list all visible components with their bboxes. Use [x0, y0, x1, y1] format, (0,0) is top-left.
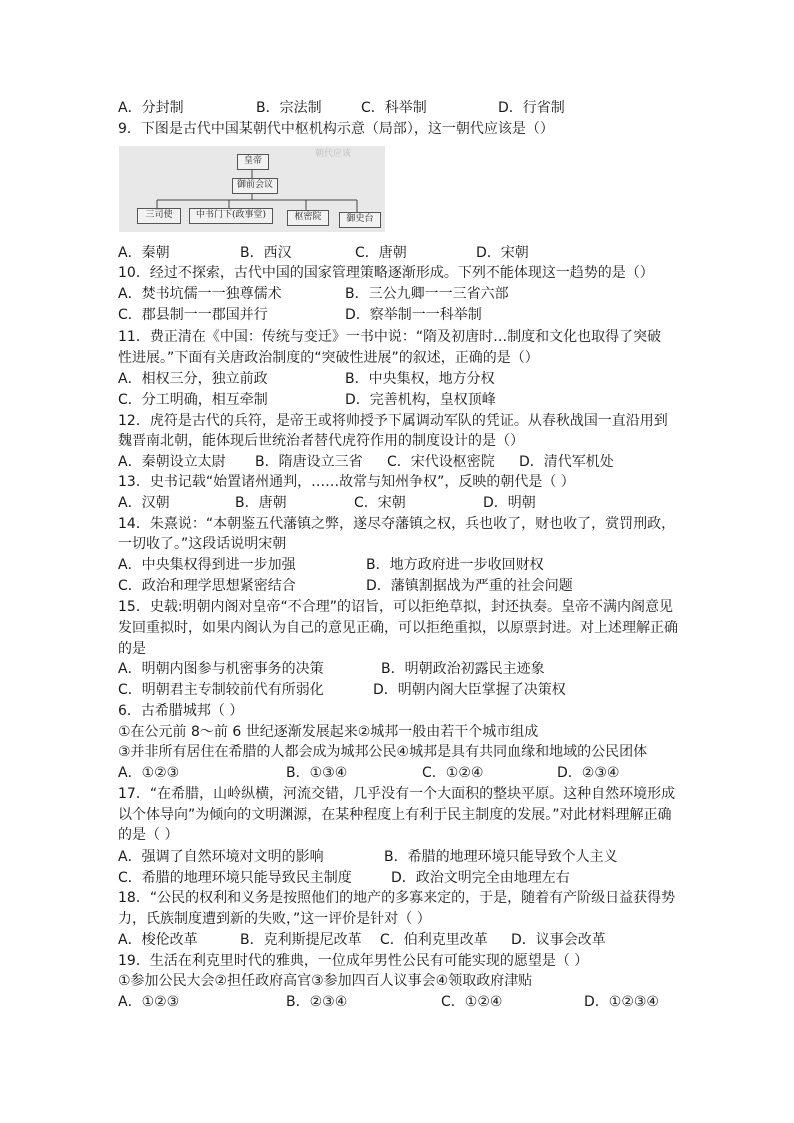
q17-stem-line1: 17．“在希腊，山岭纵横，河流交错，几乎没有一个大面积的整块平原。这种自然环境形成 — [118, 786, 676, 802]
q16-items-line2: ③并非所有居住在希腊的人都会成为城邦公民④城邦是具有共同血缘和地域的公民团体 — [118, 744, 648, 760]
q16-option-d: D．②③④ — [557, 765, 620, 781]
q17-option-b: B．希腊的地理环境只能导致个人主义 — [384, 849, 618, 865]
q13-option-d: D．明朝 — [483, 495, 536, 511]
q12-option-d: D．清代军机处 — [519, 454, 614, 470]
q12-option-a: A．秦朝设立太尉 — [118, 454, 226, 470]
q9-option-d: D．宋朝 — [476, 245, 529, 261]
q17-option-a: A．强调了自然环境对文明的影响 — [118, 849, 324, 865]
q9-box-yushitai: 御史台 — [339, 212, 381, 228]
q10-option-a: A．焚书坑儒一一独尊儒术 — [118, 286, 282, 302]
q18-stem-line1: 18．“公民的权利和义务是按照他们的地产的多寡来定的，于是，随着有产阶级日益获得势 — [118, 890, 676, 906]
q11-stem-line1: 11．费正清在《中国：传统与变迁》一书中说：“隋及初唐时…制度和文化也取得了突破 — [118, 329, 662, 345]
q13-stem: 13．史书记载“始置诸州通判，……故常与知州争权”，反映的朝代是（ ） — [118, 474, 575, 490]
q14-option-a: A．中央集权得到进一步加强 — [118, 557, 296, 573]
q15-stem-line2: 发回重拟时，如果内阁认为自己的意见正确，可以拒绝重拟，以原票封进。对上述理解正确 — [118, 620, 678, 636]
q11-option-a: A．相权三分，独立前政 — [118, 371, 268, 387]
q10-stem: 10．经过不探索，古代中国的国家管理策略逐渐形成。下列不能体现这一趋势的是（） — [118, 265, 654, 281]
q15-option-c: C．明朝君主专制较前代有所弱化 — [118, 682, 324, 698]
q16-option-b: B．①③④ — [286, 765, 348, 781]
q12-option-b: B．隋唐设立三省 — [255, 454, 363, 470]
q12-stem-line2: 魏晋南北朝，能体现后世统治者替代虎符作用的制度设计的是（） — [118, 433, 524, 449]
q19-option-b: B．②③④ — [286, 994, 348, 1010]
q18-option-b: B．克利斯提尼改革 — [240, 932, 362, 948]
q9-option-b: B．西汉 — [240, 245, 292, 261]
q19-option-d: D．①②③④ — [584, 994, 659, 1010]
q9-box-emperor: 皇帝 — [237, 154, 269, 170]
q12-stem-line1: 12．虎符是古代的兵符，是帝王或将帅授予下属调动军队的凭证。从春秋战国一直沿用到 — [118, 413, 668, 429]
q15-stem-line1: 15．史载:明朝内阁对皇帝“不合理”的诏旨，可以拒绝草拟，封还执奏。皇帝不满内阁意见 — [118, 599, 674, 615]
q16-stem: 6．古希腊城邦（ ） — [118, 703, 244, 719]
q15-option-d: D．明朝内阁大臣掌握了决策权 — [373, 682, 566, 698]
q9-box-imperial-council: 御前会议 — [232, 178, 278, 194]
q8-option-a: A．分封制 — [118, 100, 184, 116]
q19-option-a: A．①②③ — [118, 994, 180, 1010]
q18-option-a: A．梭伦改革 — [118, 932, 198, 948]
q13-option-a: A．汉朝 — [118, 495, 170, 511]
q15-option-a: A．明朝内图参与机密事务的决策 — [118, 661, 324, 677]
q14-option-b: B．地方政府进一步收回财权 — [366, 557, 544, 573]
q16-option-a: A．①②③ — [118, 765, 180, 781]
q9-figure — [119, 146, 385, 232]
q19-stem: 19．生活在利克里时代的雅典，一位成年男性公民有可能实现的愿望是（ ） — [118, 953, 589, 969]
q9-box-zhongshumenxia: 中书门下(政事堂) — [189, 208, 273, 224]
q11-option-d: D．完善机构，皇权顶峰 — [345, 392, 496, 408]
q9-box-shumiyuan: 枢密院 — [287, 210, 329, 226]
q19-option-c: C．①②④ — [441, 994, 503, 1010]
q18-option-c: C．伯利克里改革 — [380, 932, 488, 948]
q10-option-b: B．三公九卿一一三省六部 — [345, 286, 509, 302]
q13-option-c: C．宋朝 — [354, 495, 406, 511]
q17-option-c: C．希腊的地理环境只能导致民主制度 — [118, 870, 352, 886]
q14-stem-line1: 14．朱熹说：“本朝鉴五代藩镇之弊，遂尽夺藩镇之权，兵也收了，财也收了，赏罚刑政， — [118, 516, 676, 532]
q17-stem-line2: 以个体导向”为倾向的文明渊源，在某种程度上有利于民主制度的发展。”对此材料理解正确 — [118, 807, 672, 823]
q14-option-c: C．政治和理学思想紧密结合 — [118, 578, 296, 594]
q11-option-b: B．中央集权，地方分权 — [345, 371, 495, 387]
q9-option-c: C．唐朝 — [355, 245, 407, 261]
q15-stem-line3: 的是 — [118, 641, 146, 657]
q16-option-c: C．①②④ — [422, 765, 484, 781]
q19-items-line1: ①参加公民大会②担任政府高官③参加四百人议事会④领取政府津贴 — [118, 973, 533, 989]
q17-stem-line3: 的是（ ） — [118, 827, 179, 843]
q14-option-d: D．藩镇割据战为严重的社会问题 — [366, 578, 573, 594]
q9-option-a: A．秦朝 — [118, 245, 170, 261]
q15-option-b: B．明朝政治初露民主迹象 — [381, 661, 545, 677]
q16-items-line1: ①在公元前 8～前 6 世纪逐渐发展起来②城邦一般由若干个城市组成 — [118, 724, 539, 740]
q10-option-c: C．郡县制一一郡国并行 — [118, 307, 268, 323]
q18-option-d: D．议事会改革 — [511, 932, 606, 948]
q14-stem-line2: 一切收了。”这段话说明宋朝 — [118, 536, 287, 552]
q10-option-d: D．察举制一一科举制 — [345, 307, 482, 323]
q17-option-d: D．政治文明完全由地理左右 — [391, 870, 570, 886]
q11-stem-line2: 性进展。”下面有关唐政治制度的“突破性进展”的叙述，正确的是（） — [118, 350, 539, 366]
q12-option-c: C．宋代设枢密院 — [387, 454, 495, 470]
q9-box-sansishi: 三司使 — [137, 208, 181, 224]
q18-stem-line2: 力，氏族制度遭到新的失败，”这一评价是针对（ ） — [118, 911, 431, 927]
q9-figure-watermark: 朝代应该 — [315, 149, 352, 159]
q13-option-b: B．唐朝 — [235, 495, 287, 511]
q8-option-d: D．行省制 — [498, 100, 565, 116]
q8-option-b: B．宗法制 — [256, 100, 322, 116]
q11-option-c: C．分工明确，相互牵制 — [118, 392, 268, 408]
q8-option-c: C．科举制 — [361, 100, 427, 116]
q9-stem: 9．下图是古代中国某朝代中枢机构示意（局部），这一朝代应该是（） — [118, 121, 554, 137]
